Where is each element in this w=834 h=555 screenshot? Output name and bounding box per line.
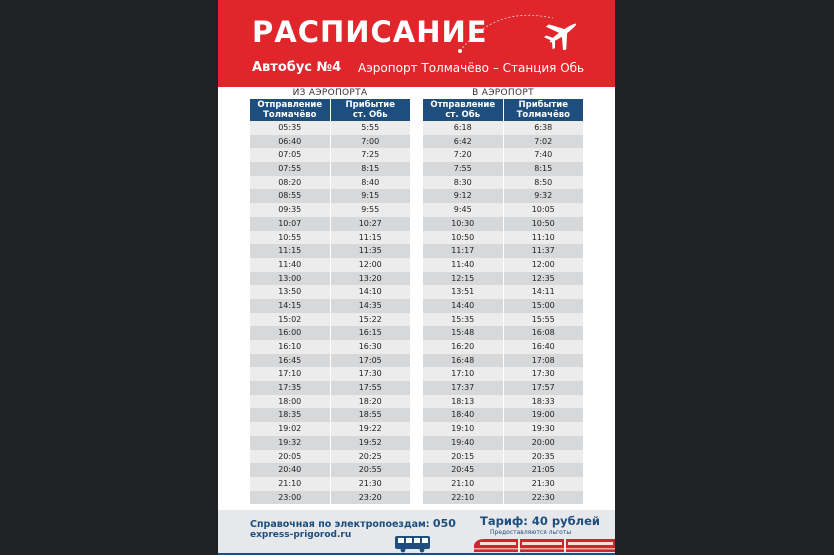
departure-time: 21:10 — [278, 478, 302, 488]
arrival-time: 8:40 — [330, 176, 411, 190]
arrival-time: 7:40 — [503, 148, 584, 162]
table-row — [250, 203, 410, 217]
departure-time: 18:35 — [278, 410, 302, 420]
table-row — [250, 272, 410, 286]
arrival-time: 11:35 — [330, 244, 411, 258]
departure-time: 7:55 — [453, 164, 472, 174]
table-row — [423, 189, 583, 203]
departure-time: 9:45 — [453, 205, 472, 215]
arrival-time: 12:00 — [330, 258, 411, 272]
table-row — [423, 491, 583, 505]
departure-time: 14:15 — [278, 300, 302, 310]
table-row — [423, 326, 583, 340]
departure-time: 15:48 — [451, 328, 475, 338]
arrival-time: 9:32 — [503, 189, 584, 203]
departure-time: 16:48 — [451, 355, 475, 365]
table-row — [423, 408, 583, 422]
table-row — [250, 422, 410, 436]
departure-time: 18:13 — [451, 396, 475, 406]
column-header-departure: Отправление ст. Обь — [430, 100, 496, 120]
airplane-icon — [544, 16, 582, 50]
departure-time: 15:02 — [278, 314, 302, 324]
arrival-time: 9:15 — [330, 189, 411, 203]
info-label: Справочная по электропоездам: — [250, 519, 430, 530]
direction-label: В АЭРОПОРТ — [472, 88, 534, 98]
table-row — [250, 231, 410, 245]
departure-time: 17:10 — [278, 369, 302, 379]
departure-time: 19:40 — [451, 437, 475, 447]
table-row — [250, 148, 410, 162]
arrival-time: 23:20 — [330, 491, 411, 505]
arrival-time: 13:20 — [330, 272, 411, 286]
departure-time: 8:30 — [453, 177, 472, 187]
arrival-time: 18:20 — [330, 395, 411, 409]
table-row — [250, 326, 410, 340]
departure-time: 11:40 — [451, 259, 475, 269]
departure-time: 13:00 — [278, 273, 302, 283]
arrival-time: 20:25 — [330, 450, 411, 464]
arrival-time: 20:35 — [503, 450, 584, 464]
departure-time: 22:10 — [451, 492, 475, 502]
to-airport-table — [423, 87, 583, 504]
arrival-time: 18:33 — [503, 395, 584, 409]
departure-time: 07:05 — [278, 150, 302, 160]
arrival-time: 5:55 — [330, 121, 411, 135]
table-row — [250, 176, 410, 190]
departure-time: 06:40 — [278, 136, 302, 146]
table-row — [250, 450, 410, 464]
table-row — [423, 436, 583, 450]
table-row — [250, 217, 410, 231]
arrival-time: 8:15 — [330, 162, 411, 176]
table-row — [423, 272, 583, 286]
table-row — [250, 313, 410, 327]
departure-time: 20:05 — [278, 451, 302, 461]
table-row — [250, 395, 410, 409]
arrival-time: 11:37 — [503, 244, 584, 258]
departure-time: 11:15 — [278, 246, 302, 256]
arrival-time: 17:08 — [503, 354, 584, 368]
departure-time: 18:40 — [451, 410, 475, 420]
route-name: Аэропорт Толмачёво – Станция Обь — [358, 61, 585, 75]
arrival-time: 16:40 — [503, 340, 584, 354]
arrival-time: 20:55 — [330, 463, 411, 477]
table-row — [423, 463, 583, 477]
table-row — [250, 299, 410, 313]
departure-time: 17:10 — [451, 369, 475, 379]
table-row — [250, 162, 410, 176]
departure-time: 7:20 — [453, 150, 472, 160]
table-row — [423, 231, 583, 245]
table-row — [423, 450, 583, 464]
table-row — [423, 217, 583, 231]
info-line — [250, 517, 456, 530]
table-row — [250, 354, 410, 368]
departure-time: 10:30 — [451, 218, 475, 228]
arrival-time: 16:30 — [330, 340, 411, 354]
departure-time: 6:18 — [453, 123, 472, 132]
departure-time: 11:40 — [278, 259, 302, 269]
departure-time: 20:40 — [278, 465, 302, 475]
departure-time: 11:17 — [451, 246, 475, 256]
departure-time: 20:45 — [451, 465, 475, 475]
arrival-time: 18:55 — [330, 408, 411, 422]
table-row — [250, 285, 410, 299]
departure-time: 19:10 — [451, 424, 475, 434]
from-airport-table — [250, 87, 410, 504]
arrival-time: 8:50 — [503, 176, 584, 190]
table-row — [250, 189, 410, 203]
arrival-time: 15:22 — [330, 313, 411, 327]
departure-time: 17:35 — [278, 383, 302, 393]
table-row — [423, 299, 583, 313]
table-row — [250, 408, 410, 422]
website-link[interactable]: express-prigorod.ru — [250, 530, 352, 540]
departure-time: 08:20 — [278, 177, 302, 187]
table-row — [423, 162, 583, 176]
table-row — [250, 463, 410, 477]
departure-time: 10:55 — [278, 232, 302, 242]
table-row — [423, 285, 583, 299]
departure-time: 16:10 — [278, 342, 302, 351]
departure-time: 05:35 — [278, 123, 302, 132]
departure-time: 13:51 — [451, 287, 475, 297]
arrival-time: 21:05 — [503, 463, 584, 477]
departure-time: 9:12 — [453, 191, 472, 201]
departure-time: 19:02 — [278, 424, 302, 434]
table-row — [423, 244, 583, 258]
table-row — [423, 367, 583, 381]
arrival-time: 17:57 — [503, 381, 584, 395]
departure-time: 19:32 — [278, 437, 302, 447]
departure-time: 10:50 — [451, 232, 475, 242]
table-row — [250, 121, 410, 135]
table-row — [250, 135, 410, 149]
table-row — [250, 436, 410, 450]
bus-icon — [394, 535, 432, 553]
arrival-time: 17:55 — [330, 381, 411, 395]
tariff-label: Тариф: 40 рублей — [480, 514, 600, 528]
table-row — [250, 477, 410, 491]
table-row — [250, 258, 410, 272]
table-row — [250, 491, 410, 505]
arrival-time: 10:50 — [503, 217, 584, 231]
departure-time: 10:07 — [278, 218, 302, 228]
arrival-time: 19:22 — [330, 422, 411, 436]
departure-time: 17:37 — [451, 383, 475, 393]
arrival-time: 15:55 — [503, 313, 584, 327]
departure-time: 20:15 — [451, 451, 475, 461]
table-row — [423, 381, 583, 395]
arrival-time: 12:00 — [503, 258, 584, 272]
table-row — [423, 422, 583, 436]
departure-time: 14:40 — [451, 300, 475, 310]
departure-time: 15:35 — [451, 314, 475, 324]
arrival-time: 7:02 — [503, 135, 584, 149]
direction-label: ИЗ АЭРОПОРТА — [292, 88, 368, 98]
table-row — [250, 381, 410, 395]
departure-time: 16:45 — [278, 355, 302, 365]
table-body — [423, 121, 583, 504]
departure-time: 08:55 — [278, 191, 302, 201]
table-row — [423, 313, 583, 327]
table-row — [423, 135, 583, 149]
table-row — [423, 340, 583, 354]
arrival-time: 21:30 — [330, 477, 411, 491]
arrival-time: 6:38 — [503, 121, 584, 135]
departure-time: 21:10 — [451, 478, 475, 488]
arrival-time: 17:30 — [330, 367, 411, 381]
table-row — [423, 121, 583, 135]
table-header — [250, 99, 410, 121]
arrival-time: 10:27 — [330, 217, 411, 231]
table-row — [423, 258, 583, 272]
arrival-time: 7:25 — [330, 148, 411, 162]
arrival-time: 16:08 — [503, 326, 584, 340]
departure-time: 16:00 — [278, 328, 302, 338]
table-body — [250, 121, 410, 504]
table-row — [423, 477, 583, 491]
arrival-time: 21:30 — [503, 477, 584, 491]
arrival-time: 8:15 — [503, 162, 584, 176]
table-header — [423, 99, 583, 121]
page-title: РАСПИСАНИЕ — [252, 15, 488, 49]
arrival-time: 14:35 — [330, 299, 411, 313]
arrival-time: 22:30 — [503, 491, 584, 505]
table-row — [423, 176, 583, 190]
departure-time: 12:15 — [451, 273, 475, 283]
benefit-note: Предоставляются льготы — [490, 529, 572, 536]
arrival-time: 15:00 — [503, 299, 584, 313]
arrival-time: 7:00 — [330, 135, 411, 149]
arrival-time: 20:00 — [503, 436, 584, 450]
departure-time: 09:35 — [278, 205, 302, 215]
table-row — [250, 367, 410, 381]
arrival-time: 17:05 — [330, 354, 411, 368]
table-row — [423, 203, 583, 217]
schedule-poster — [218, 0, 615, 555]
departure-time: 18:00 — [278, 396, 302, 406]
departure-time: 16:20 — [451, 342, 475, 351]
departure-time: 13:50 — [278, 287, 302, 297]
table-row — [423, 395, 583, 409]
departure-time: 23:00 — [278, 492, 302, 502]
bus-number: Автобус №4 — [252, 60, 342, 75]
table-row — [423, 354, 583, 368]
departure-time: 6:42 — [453, 136, 472, 146]
info-number: 050 — [432, 517, 456, 530]
table-row — [250, 340, 410, 354]
column-header-arrival: Прибытие Толмачёво — [503, 99, 584, 121]
arrival-time: 9:55 — [330, 203, 411, 217]
column-header-departure: Отправление Толмачёво — [257, 100, 323, 120]
arrival-time: 11:15 — [330, 231, 411, 245]
arrival-time: 12:35 — [503, 272, 584, 286]
column-header-arrival: Прибытие ст. Обь — [330, 99, 411, 121]
poster-footer — [218, 510, 615, 555]
arrival-time: 10:05 — [503, 203, 584, 217]
arrival-time: 14:10 — [330, 285, 411, 299]
arrival-time: 11:10 — [503, 231, 584, 245]
arrival-time: 14:11 — [503, 285, 584, 299]
arrival-time: 19:52 — [330, 436, 411, 450]
arrival-time: 19:00 — [503, 408, 584, 422]
train-icon — [474, 537, 615, 553]
arrival-time: 16:15 — [330, 326, 411, 340]
arrival-time: 17:30 — [503, 367, 584, 381]
table-row — [250, 244, 410, 258]
poster-header — [218, 0, 615, 87]
arrival-time: 19:30 — [503, 422, 584, 436]
departure-time: 07:55 — [278, 164, 302, 174]
table-row — [423, 148, 583, 162]
